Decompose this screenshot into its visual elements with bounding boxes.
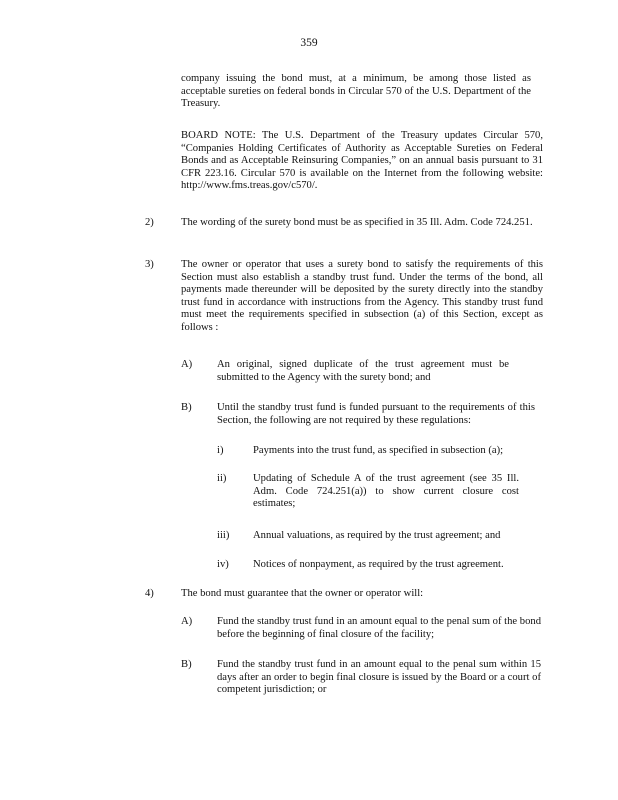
subsubitem-label-iv: iv) xyxy=(217,559,229,570)
item-text-3: The owner or operator that uses a surety bond to satisfy the requirements of this Section must also establish a standby trust fund. Under the terms of the bond, all payments made thereunder will be deposited by the surety directly into the standby trust fund in accordance with instructions from the Agency. This standby trust fund must meet the requirements specified in subsection (a) of this Section, except as follows : xyxy=(181,259,546,333)
subitem-text-4a: Fund the standby trust fund in an amount equal to the penal sum of the bond before the beginning of final closure of the facility; xyxy=(217,616,544,640)
subitem-label-4b: B) xyxy=(181,659,192,670)
item-label-3: 3) xyxy=(145,259,154,270)
intro-paragraph: company issuing the bond must, at a minimum, be among those listed as acceptable sureties on federal bonds in Circular 570 of the U.S. Department of the Treasury. xyxy=(181,73,534,110)
page-number: 359 xyxy=(300,37,318,49)
subsubitem-label-iii: iii) xyxy=(217,530,230,541)
subsubitem-label-i: i) xyxy=(217,445,224,456)
subitem-text-3b: Until the standby trust fund is funded pursuant to the requirements of this Section, the following are not required by these regulations: xyxy=(217,402,538,426)
item-label-4: 4) xyxy=(145,588,154,599)
subsubitem-text-ii: Updating of Schedule A of the trust agreement (see 35 Ill. Adm. Code 724.251(a)) to show current closure cost estimates; xyxy=(253,473,522,510)
subsubitem-text-iii: Annual valuations, as required by the trust agreement; and xyxy=(253,530,501,541)
item-text-4: The bond must guarantee that the owner or operator will: xyxy=(181,588,424,599)
subitem-label-4a: A) xyxy=(181,616,193,627)
item-label-2: 2) xyxy=(145,217,154,228)
subsubitem-text-i: Payments into the trust fund, as specified in subsection (a); xyxy=(253,445,504,456)
subitem-text-3a: An original, signed duplicate of the trust agreement must be submitted to the Agency with the surety bond; and xyxy=(217,359,512,383)
board-note: BOARD NOTE: The U.S. Department of the Treasury updates Circular 570, “Companies Holding Certificates of Authority as Acceptable Sureties on Federal Bonds and as Acceptable Reinsuring Companies,” on an annual basis pursuant to 31 CFR 223.16. Circular 570 is available on the Internet from the following website: http://www.fms.treas.gov/c570/. xyxy=(181,130,546,192)
subitem-label-3a: A) xyxy=(181,359,193,370)
subitem-text-4b: Fund the standby trust fund in an amount equal to the penal sum within 15 days after an order to begin final closure is issued by the Board or a court of competent jurisdiction; or xyxy=(217,659,544,696)
subsubitem-text-iv: Notices of nonpayment, as required by the trust agreement. xyxy=(253,559,504,570)
subsubitem-label-ii: ii) xyxy=(217,473,227,484)
subitem-label-3b: B) xyxy=(181,402,192,413)
item-text-2: The wording of the surety bond must be as specified in 35 Ill. Adm. Code 724.251. xyxy=(181,217,533,228)
